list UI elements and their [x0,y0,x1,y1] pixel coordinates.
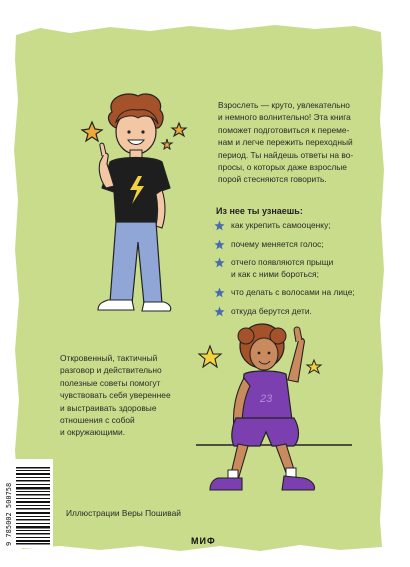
jersey-number: 23 [260,393,273,405]
text-line: чувствовать себя увереннее [60,390,171,401]
text-line: и выстраивать здоровые [60,402,157,413]
star-orange-icon [82,122,102,141]
illustrator-credit: Иллюстрации Веры Пошивай [66,508,181,518]
list-item [214,287,374,299]
list-item-text: что делать с волосами на лице; [231,287,355,297]
list-item [214,306,374,318]
isbn-number [5,468,19,546]
text-line: Откровенный, тактичный [60,353,158,363]
text-line: нам и легче пережить переходный [218,137,353,148]
list-item [214,220,374,232]
learn-list [214,220,374,324]
star-yellow-icon [307,360,321,373]
star-bullet-icon [214,287,225,298]
text-line: порой стесняются говорить. [218,174,327,185]
text-line: период. Ты найдешь ответы на во- [218,149,354,160]
star-orange-icon [172,123,186,136]
star-bullet-icon [214,306,225,317]
barcode-stripes [16,467,50,545]
list-item [214,239,374,251]
text-line: разговор и действительно [60,365,162,376]
text-line: отношения с собой [60,415,135,426]
star-bullet-icon [214,220,225,231]
text-line: поможет подготовиться к переме- [218,124,350,135]
list-item-text: и как с ними бороться; [231,268,319,279]
star-yellow-icon [199,346,221,367]
text-line: просы, о которых даже взрослые [218,162,347,173]
list-item [214,257,374,280]
boy-illustration [76,92,196,314]
text-line: полезные советы помогут [60,377,161,388]
list-item-text: почему меняется голос; [231,238,324,249]
text-line: и окружающими. [60,427,126,438]
isbn-text: 9 785002 500758 [5,482,13,546]
text-line: Взрослеть — круто, увлекательно [218,100,350,110]
list-item-text: откуда берутся дети. [231,305,312,316]
learn-heading: Из нее ты узнаешь: [216,206,303,216]
star-bullet-icon [214,257,225,268]
basketball-kid-illustration [196,320,356,500]
text-line: и немного волнительно! Эта книга [218,112,351,123]
intro-paragraph [218,99,368,186]
list-item-text: как укрепить самооценку; [231,220,331,230]
star-orange-icon [162,139,172,149]
publisher-logo: МИФ [191,536,216,546]
bottom-paragraph [60,352,200,439]
star-bullet-icon [214,239,225,250]
list-item-text: отчего появляются прыщи [231,257,334,267]
